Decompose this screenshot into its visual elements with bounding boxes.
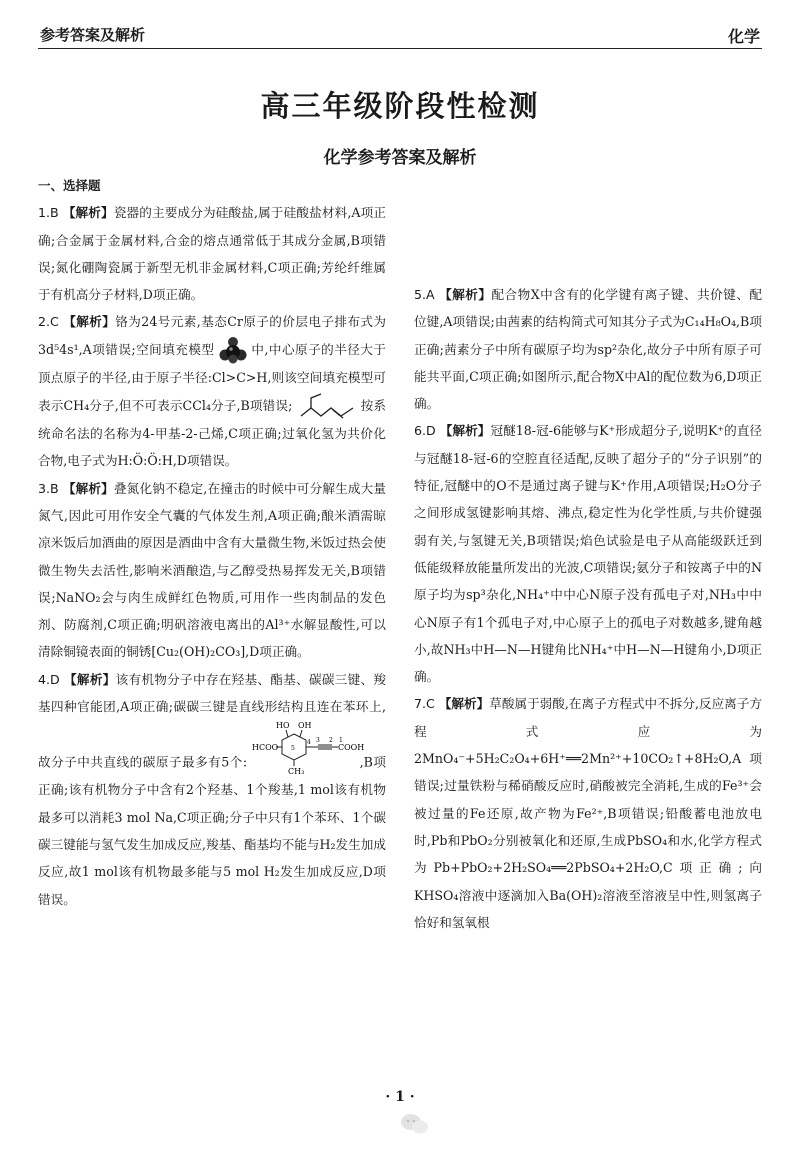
q1-number: 1.B [38, 205, 59, 221]
hcoo-label: HCOO [251, 743, 278, 753]
structure-formula-icon [251, 720, 364, 777]
q4-tag: 【解析】 [64, 671, 116, 687]
right-column [414, 172, 762, 936]
header-subject: 化学 [727, 27, 760, 46]
page-subtitle: 化学参考答案及解析 [323, 148, 477, 168]
skeletal-formula-icon [297, 392, 357, 420]
question-4 [38, 666, 386, 913]
q1-tag: 【解析】 [62, 205, 114, 221]
q7-tag: 【解析】 [438, 696, 490, 712]
header-left: 参考答案及解析 [40, 26, 146, 44]
c4-label: 4 [306, 739, 311, 747]
q5-tag: 【解析】 [439, 287, 492, 302]
q2-text-b: 中,中心原子的半径大于顶点原子的半径,由于原子半径:Cl>C>H,则该空间填充模型可表示CH₄分子,但不可表示CCl₄分子,B项错误; [38, 341, 386, 413]
q1-text: 瓷器的主要成分为硅酸盐,属于硅酸盐材料,A项正确;合金属于金属材料,合金的熔点通常低于其成分金属,B项错误;氮化硼陶瓷属于新型无机非金属材料,C项正确;芳纶纤维属于有机高分子材料,D项正确。 [38, 205, 386, 303]
q2-text-c: 按系统命名法的名称为4-甲基-2-己烯,C项正确;过氧化氢为共价化合物,电子式为H:Ö:Ö:H,D项错误。 [38, 397, 386, 469]
cooh-label: COOH [337, 743, 364, 753]
q6-text: 冠醚18-冠-6能够与K⁺形成超分子,说明K⁺的直径与冠醚18-冠-6的空腔直径适配,反映了超分子的“分子识别”的特征,冠醚中的O不是通过离子键与K⁺作用,A项错误;H₂O分子之间形成氢键影响其熔、沸点,稳定性为化学性质,与共价键强弱有关,与氢键无关,B项错误;焰色试验是电子从高能级跃迁到低能级释放能量所发出的光波,C项错误;氨分子和铵离子中的N原子均为sp³杂化,NH₄⁺中中心N原子没有孤电子对,NH₃中中心N原子有1个孤电子对,中心原子上的孤电子对数越多,键角越小,故NH₃中H—N—H键角比NH₄⁺中H—N—H键角小,D项正确。 [414, 423, 762, 685]
q7-text: 草酸属于弱酸,在离子方程式中不拆分,反应离子方程式应为2MnO₄⁻+5H₂C₂O₄+6H⁺══2Mn²⁺+10CO₂↑+8H₂O,A项错误;过量铁粉与稀硝酸反应时,硝酸被完全消耗,生成的Fe³⁺会被过量的Fe还原,故产物为Fe²⁺,B项错误;铅酸蓄电池放电时,Pb和PbO₂分别被氧化和还原,生成PbSO₄和水,化学方程式为Pb+PbO₂+2H₂SO₄══2PbSO₄+2H₂O,C项正确;向KHSO₄溶液中逐滴加入Ba(OH)₂溶液至溶液呈中性,则氢离子恰好和氢氧根 [414, 696, 762, 930]
q3-tag: 【解析】 [62, 480, 114, 496]
q2-number: 2.C [38, 314, 59, 330]
c3-label: 3 [315, 737, 320, 745]
left-column [38, 172, 386, 913]
question-6 [414, 417, 762, 690]
q5-number: 5.A [414, 287, 435, 302]
wechat-watermark-icon [400, 1112, 430, 1136]
q3-number: 3.B [38, 480, 59, 496]
section-heading: 一、选择题 [38, 178, 101, 193]
oh-label-1: HO [275, 721, 290, 731]
q6-tag: 【解析】 [439, 423, 491, 439]
page-number: · 1 · [385, 1089, 415, 1105]
q6-number: 6.D [414, 423, 436, 439]
q7-number: 7.C [414, 696, 435, 712]
q5-text: 配合物X中含有的化学键有离子键、共价键、配位键,A项错误;由茜素的结构简式可知其分子式为C₁₄H₈O₄,B项正确;茜素分子中所有碳原子均为sp²杂化,故分子中所有原子可能共平面,C项正确;如图所示,配合物X中Al的配位数为6,D项正确。 [414, 287, 763, 412]
ch3-label: CH₃ [287, 767, 304, 777]
page-title: 高三年级阶段性检测 [260, 89, 540, 123]
q4-text-b: ,B项正确;该有机物分子中含有2个羟基、1个羧基,1 mol该有机物最多可以消耗3 mol Na,C项正确;分子中只有1个苯环、1个碳碳三键能与氢气发生加成反应,羧基、酯基均不能与H₂发生加成反应,故1 mol该有机物最多能与5 mol H₂发生加成反应,D项错误。 [38, 755, 386, 907]
question-5 [414, 281, 762, 417]
c2-label: 2 [328, 737, 333, 745]
oh-label-2: OH [297, 721, 312, 731]
q2-text-a: 铬为24号元素,基态Cr原子的价层电子排布式为3d⁵4s¹,A项错误;空间填充模型 [38, 314, 386, 357]
c5-label: 5 [290, 745, 295, 753]
question-2 [38, 308, 386, 474]
page-header [38, 18, 762, 49]
q2-tag: 【解析】 [63, 314, 116, 330]
question-7 [414, 690, 762, 936]
question-1 [38, 199, 386, 308]
q4-number: 4.D [38, 671, 60, 687]
q3-text: 叠氮化钠不稳定,在撞击的时候中可分解生成大量氮气,因此可用作安全气囊的气体发生剂,A项正确;酿米酒需晾凉米饭后加酒曲的原因是酒曲中含有大量微生物,米饭过热会使微生物失去活性,影响米酒酿造,与乙醇受热易挥发无关,B项错误;NaNO₂会与肉生成鲜红色物质,可用作一些肉制品的发色剂、防腐剂,C项正确;明矾溶液电离出的Al³⁺水解显酸性,可以清除铜镜表面的铜锈[Cu₂(OH)₂CO₃],D项正确。 [38, 480, 386, 660]
space-filling-model-icon [219, 336, 247, 364]
question-3 [38, 475, 386, 666]
q4-text-a: 该有机物分子中存在羟基、酯基、碳碳三键、羧基四种官能团,A项正确;碳碳三键是直线形结构且连在苯环上,故分子中共直线的碳原子最多有5个: [38, 671, 386, 771]
c1-label: 1 [338, 737, 343, 745]
